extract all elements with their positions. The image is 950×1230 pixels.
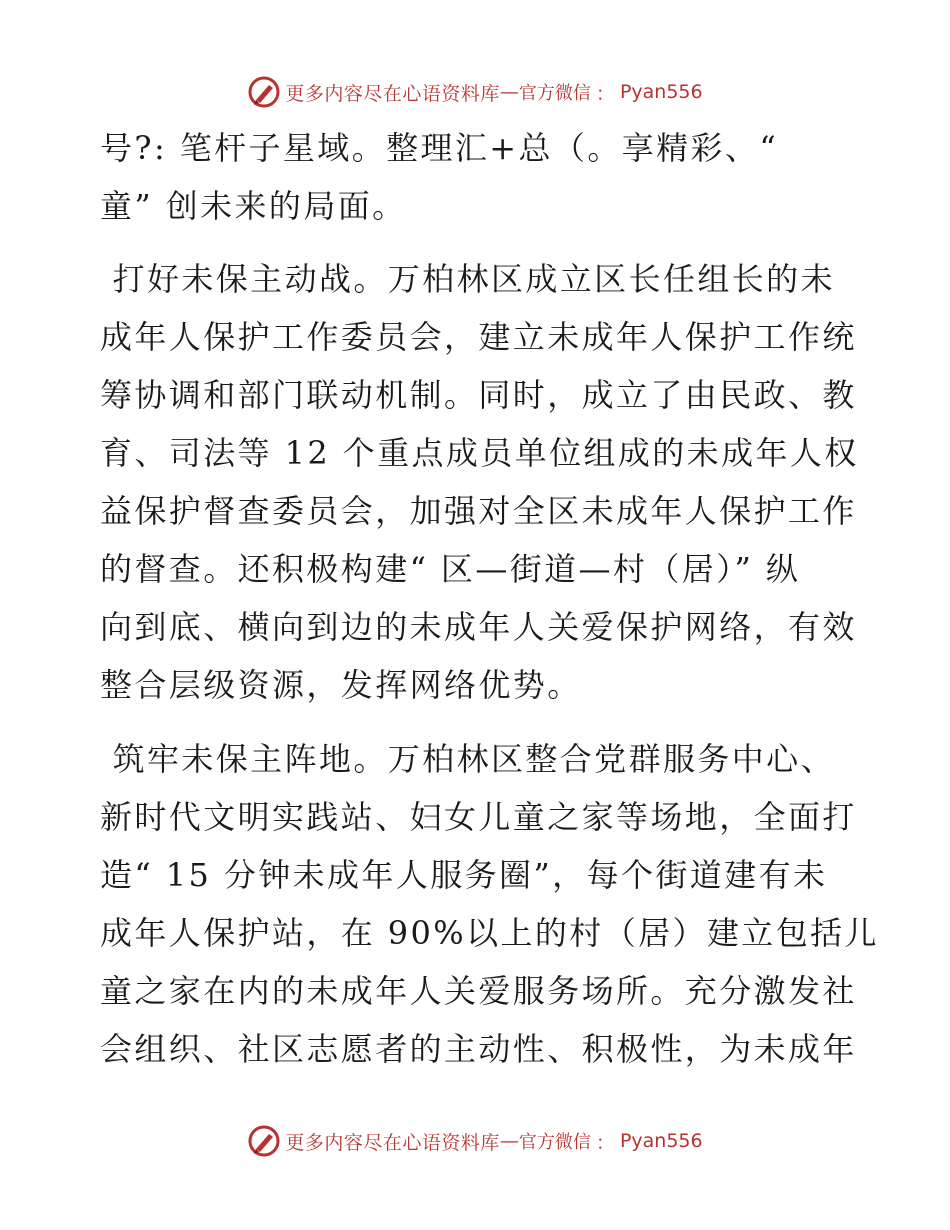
- separator-dash: —: [499, 1130, 519, 1152]
- footer-banner: [0, 1121, 950, 1161]
- body-line: 育、司法等 12 个重点成员单位组成的未成年人权: [100, 434, 859, 472]
- wechat-label: 官方微信: [518, 83, 591, 104]
- header-banner: [0, 72, 950, 112]
- promo-text: 更多内容尽在心语资料库: [285, 82, 500, 105]
- body-line: 会组织、社区志愿者的主动性、积极性，为未成年: [100, 1030, 857, 1068]
- body-line: 成年人保护工作委员会，建立未成年人保护工作统: [100, 318, 857, 356]
- colon: ：: [595, 1131, 615, 1154]
- pen-logo-icon: [247, 1124, 281, 1158]
- body-line: 向到底、横向到边的未成年人关爱保护网络，有效: [100, 608, 857, 646]
- wechat-id: Pyan556: [619, 81, 703, 103]
- wechat-id: Pyan556: [619, 1130, 703, 1152]
- body-line: 的督查。还积极构建“ 区—街道—村（居）” 纵: [100, 550, 801, 588]
- body-line: 筹协调和部门联动机制。同时，成立了由民政、教: [100, 376, 857, 414]
- promo-text: 更多内容尽在心语资料库: [285, 1131, 500, 1154]
- body-line: 号?: 笔杆子星域。整理汇+总（。享精彩、“: [100, 129, 779, 167]
- paragraph-heading-line: 筑牢未保主阵地。万柏林区整合党群服务中心、: [100, 740, 835, 778]
- body-line: 整合层级资源，发挥网络优势。: [100, 666, 582, 704]
- paragraph-heading-line: 打好未保主动战。万柏林区成立区长任组长的未: [100, 260, 835, 298]
- colon: ：: [595, 82, 615, 105]
- body-line: 童之家在内的未成年人关爱服务场所。充分激发社: [100, 972, 857, 1010]
- wechat-label: 官方微信: [518, 1132, 591, 1153]
- body-line: 新时代文明实践站、妇女儿童之家等场地，全面打: [100, 798, 857, 836]
- body-line: 童” 创未来的局面。: [100, 187, 407, 225]
- body-line: 造“ 15 分钟未成年人服务圈”，每个街道建有未: [100, 856, 828, 894]
- body-line: 成年人保护站，在 90%以上的村（居）建立包括儿: [100, 914, 879, 952]
- pen-logo-icon: [247, 75, 281, 109]
- separator-dash: —: [499, 81, 519, 103]
- body-line: 益保护督查委员会，加强对全区未成年人保护工作: [100, 492, 857, 530]
